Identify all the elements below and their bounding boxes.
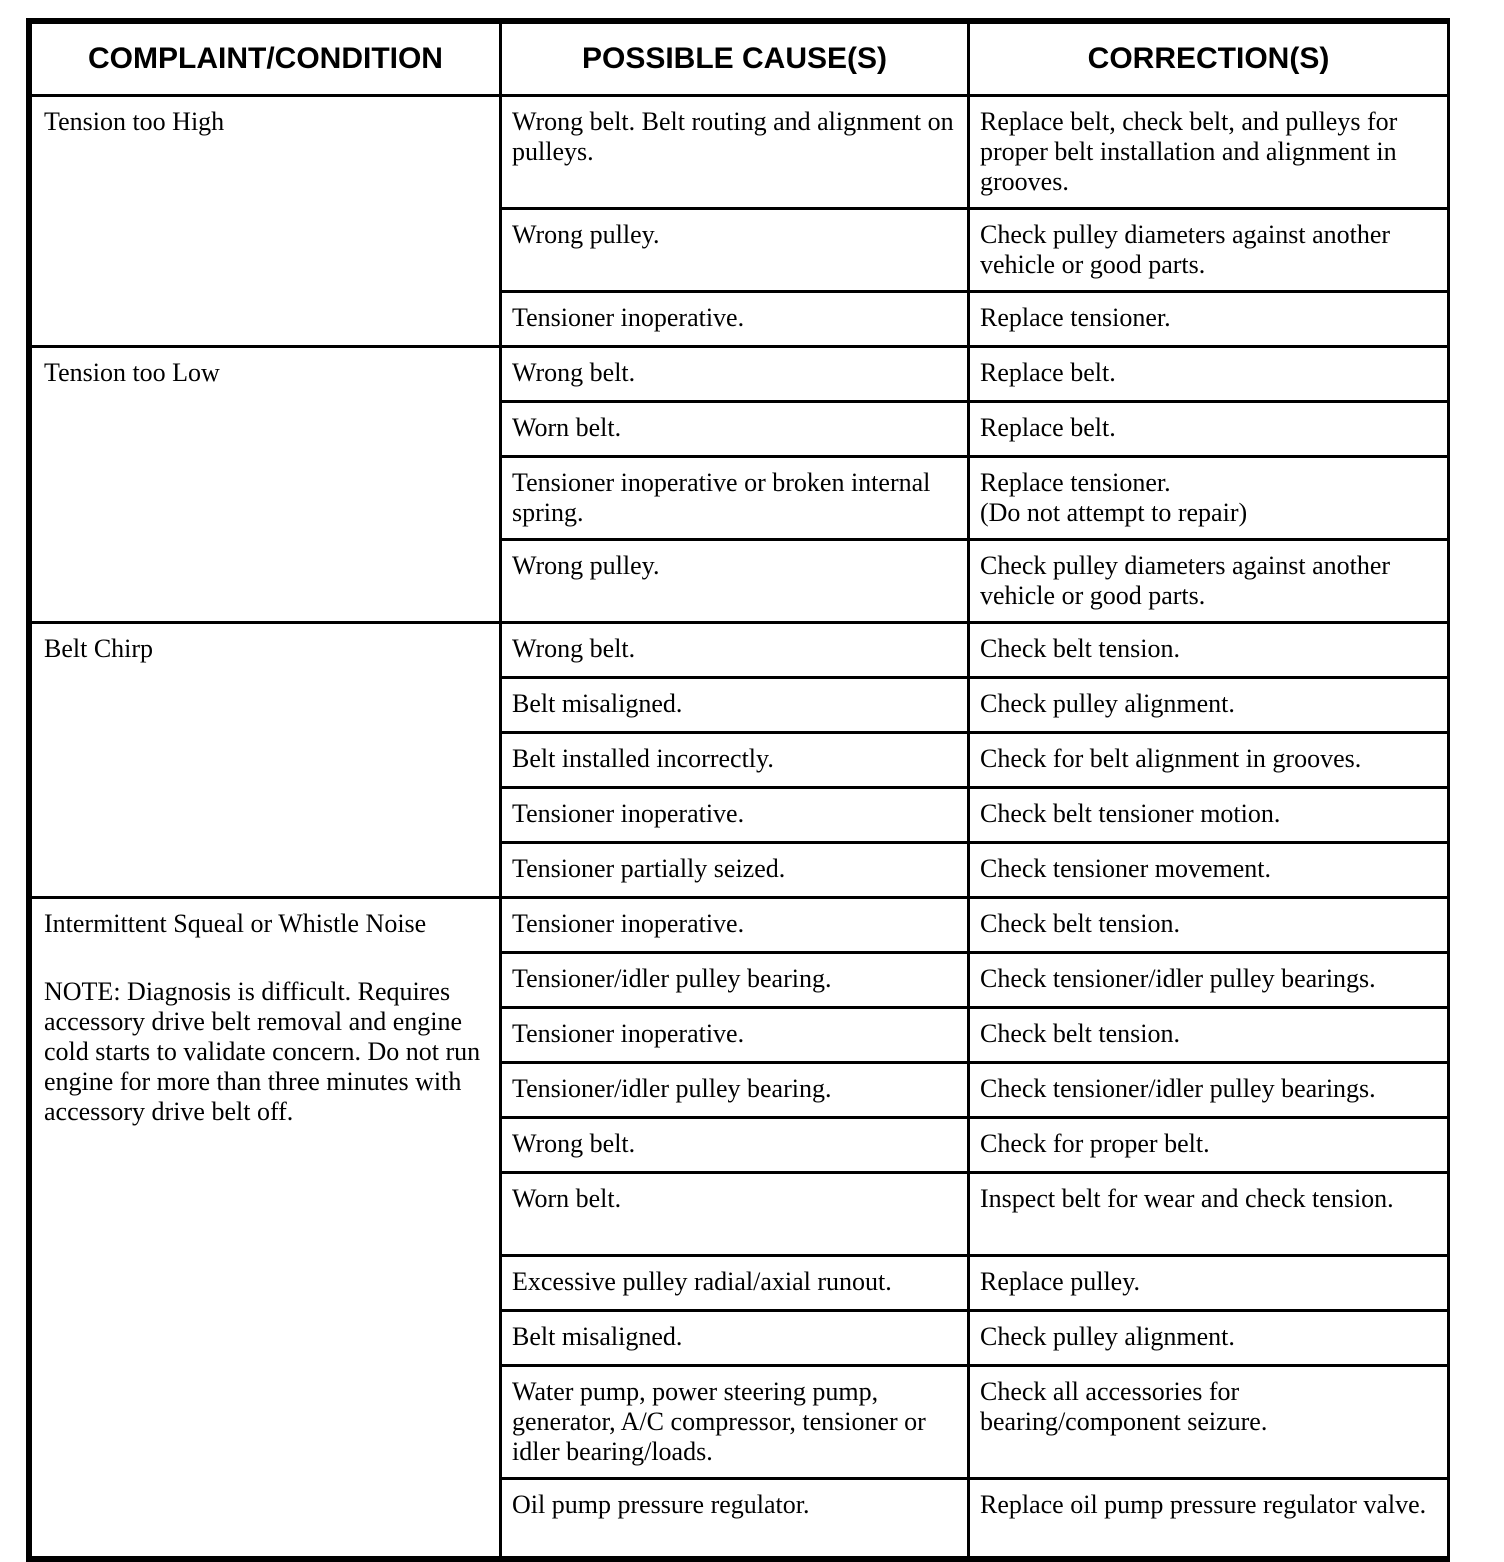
correction-cell: Replace tensioner. [969,292,1449,347]
correction-line: Replace tensioner. [980,468,1171,497]
cause-cell: Worn belt. [501,1173,969,1256]
correction-cell: Check tensioner/idler pulley bearings. [969,953,1449,1008]
correction-cell [969,457,1449,540]
correction-cell: Replace oil pump pressure regulator valve. [969,1479,1449,1558]
correction-cell: Check belt tensioner motion. [969,788,1449,843]
correction-cell: Check pulley diameters against another vehicle or good parts. [969,209,1449,292]
diagnosis-table [29,21,1450,1559]
correction-line: (Do not attempt to repair) [980,498,1248,527]
condition-cell: Belt Chirp [31,623,501,898]
cause-cell: Belt misaligned. [501,678,969,733]
correction-cell: Replace belt. [969,402,1449,457]
correction-cell: Check tensioner movement. [969,843,1449,898]
cause-cell: Tensioner inoperative. [501,788,969,843]
table-row [31,898,1449,953]
condition-cell: Tension too Low [31,347,501,623]
cause-cell: Wrong belt. [501,623,969,678]
cause-cell: Tensioner/idler pulley bearing. [501,953,969,1008]
header-row [31,23,1449,96]
table-row [31,623,1449,678]
cause-cell: Tensioner inoperative or broken internal spring. [501,457,969,540]
correction-cell: Check pulley diameters against another vehicle or good parts. [969,540,1449,623]
correction-cell: Replace belt, check belt, and pulleys for proper belt installation and alignment in grooves. [969,96,1449,209]
correction-cell: Check for proper belt. [969,1118,1449,1173]
correction-cell: Check for belt alignment in grooves. [969,733,1449,788]
correction-cell: Check all accessories for bearing/component seizure. [969,1366,1449,1479]
correction-cell: Check belt tension. [969,1008,1449,1063]
header-cause: POSSIBLE CAUSE(S) [501,23,969,96]
header-condition: COMPLAINT/CONDITION [31,23,501,96]
correction-cell: Replace pulley. [969,1256,1449,1311]
header-correction: CORRECTION(S) [969,23,1449,96]
correction-cell: Check belt tension. [969,898,1449,953]
cause-cell: Excessive pulley radial/axial runout. [501,1256,969,1311]
cause-cell: Tensioner inoperative. [501,292,969,347]
cause-cell: Tensioner/idler pulley bearing. [501,1063,969,1118]
cause-cell: Wrong belt. [501,1118,969,1173]
correction-cell: Inspect belt for wear and check tension. [969,1173,1449,1256]
condition-cell: Tension too High [31,96,501,347]
condition-note: NOTE: Diagnosis is difficult. Requires accessory drive belt removal and engine cold starts to validate concern. Do not run engine for more than three minutes with accessory drive belt off. [44,977,481,1126]
cause-cell: Tensioner partially seized. [501,843,969,898]
condition-cell [31,898,501,1558]
correction-cell: Replace belt. [969,347,1449,402]
cause-cell: Oil pump pressure regulator. [501,1479,969,1558]
cause-cell: Belt misaligned. [501,1311,969,1366]
correction-cell: Check pulley alignment. [969,1311,1449,1366]
table-row [31,96,1449,209]
cause-cell: Tensioner inoperative. [501,898,969,953]
cause-cell: Water pump, power steering pump, generator, A/C compressor, tensioner or idler bearing/loads. [501,1366,969,1479]
cause-cell: Wrong belt. Belt routing and alignment on pulleys. [501,96,969,209]
cause-cell: Worn belt. [501,402,969,457]
cause-cell: Wrong belt. [501,347,969,402]
condition-title: Intermittent Squeal or Whistle Noise [44,909,427,938]
table-row [31,347,1449,402]
correction-cell: Check tensioner/idler pulley bearings. [969,1063,1449,1118]
cause-cell: Wrong pulley. [501,209,969,292]
correction-cell: Check belt tension. [969,623,1449,678]
cause-cell: Belt installed incorrectly. [501,733,969,788]
cause-cell: Wrong pulley. [501,540,969,623]
correction-cell: Check pulley alignment. [969,678,1449,733]
diagnosis-table-frame [26,18,1450,1562]
cause-cell: Tensioner inoperative. [501,1008,969,1063]
